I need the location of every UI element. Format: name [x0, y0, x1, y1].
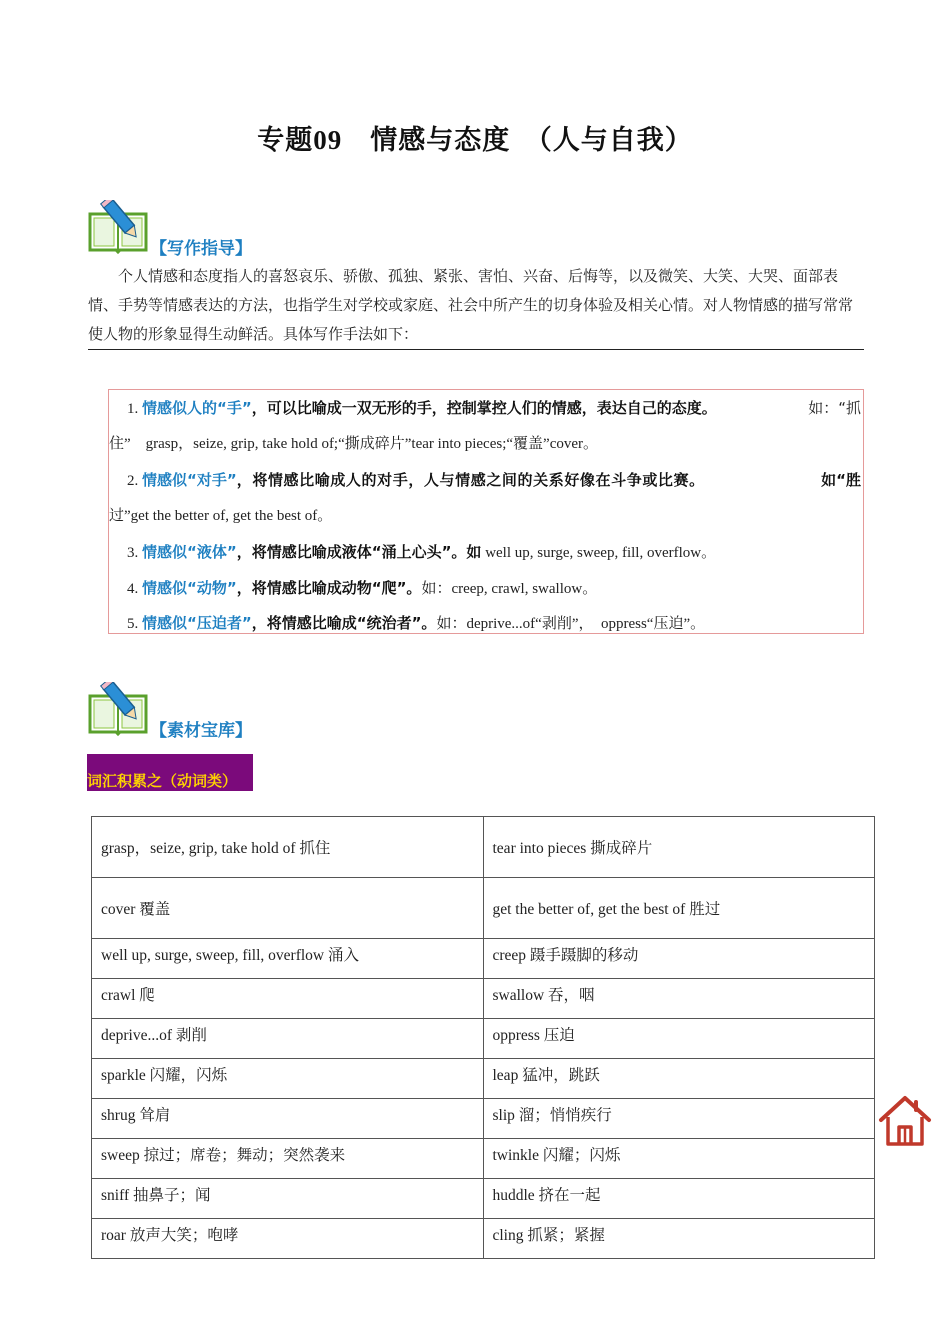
method-item [109, 570, 865, 607]
table-row [92, 1179, 875, 1219]
table-row [92, 1139, 875, 1179]
method-number: 1. [127, 401, 142, 417]
method-description: ，可以比喻成一双无形的手，控制掌控人们的情感，表达自己的态度。 [251, 399, 717, 417]
method-example: 如：deprive...of“剥削”， oppress“压迫”。 [436, 616, 706, 632]
table-row [92, 939, 875, 979]
vocab-cell-left: sniff 抽鼻子；闻 [92, 1179, 484, 1219]
vocab-cell-right: get the better of, get the best of 胜过 [483, 878, 875, 939]
method-item [109, 534, 865, 571]
vocab-cell-left: grasp，seize, grip, take hold of 抓住 [92, 817, 484, 878]
vocab-category-tag [87, 754, 253, 791]
vocab-cell-left: roar 放声大笑；咆哮 [92, 1219, 484, 1259]
page-title: 专题09 情感与态度 （人与自我） [257, 125, 693, 155]
vocab-cell-right: tear into pieces 撕成碎片 [483, 817, 875, 878]
vocab-cell-left: deprive...of 剥削 [92, 1019, 484, 1059]
table-row [92, 878, 875, 939]
vocab-cell-right: cling 抓紧；紧握 [483, 1219, 875, 1259]
method-example: 如“胜 [821, 471, 861, 489]
method-item [109, 390, 865, 427]
method-heading: 情感似人的“手” [142, 399, 252, 417]
method-heading: 情感似“液体” [142, 543, 237, 561]
vocab-cell-right: slip 溜；悄悄疾行 [483, 1099, 875, 1139]
method-description: ，将情感比喻成液体“涌上心头”。如 [236, 543, 482, 561]
method-item [109, 606, 865, 641]
method-description: ，将情感比喻成人的对手，人与情感之间的关系好像在斗争或比赛。 [236, 471, 705, 489]
method-heading: 情感似“动物” [142, 579, 237, 597]
method-description: ，将情感比喻成“统治者”。 [251, 614, 437, 632]
method-number: 3. [127, 545, 142, 561]
vocab-cell-left: shrug 耸肩 [92, 1099, 484, 1139]
vocab-cell-right: huddle 挤在一起 [483, 1179, 875, 1219]
method-number: 5. [127, 616, 142, 632]
vocab-cell-right: creep 蹑手蹑脚的移动 [483, 939, 875, 979]
vocab-table [91, 816, 875, 1259]
method-example-line: 住” grasp，seize, grip, take hold of;“撕成碎片”tear into pieces;“覆盖”cover。 [109, 436, 599, 452]
vocab-cell-left: sparkle 闪耀，闪烁 [92, 1059, 484, 1099]
section-header-material-bank [86, 682, 386, 742]
vocab-cell-right: swallow 吞，咽 [483, 979, 875, 1019]
method-heading: 情感似“压迫者” [142, 614, 252, 632]
vocab-category-label: 词汇积累之（动词类） [87, 772, 238, 790]
method-example: 如：“抓 [808, 399, 861, 417]
vocab-cell-right: oppress 压迫 [483, 1019, 875, 1059]
vocab-cell-right: leap 猛冲，跳跃 [483, 1059, 875, 1099]
table-row [92, 979, 875, 1019]
method-number: 4. [127, 581, 142, 597]
table-row [92, 1219, 875, 1259]
vocab-cell-left: sweep 掠过；席卷；舞动；突然袭来 [92, 1139, 484, 1179]
method-heading: 情感似“对手” [142, 471, 237, 489]
book-pencil-icon [86, 200, 150, 256]
method-example: 如：creep, crawl, swallow。 [421, 581, 598, 597]
table-row [92, 1019, 875, 1059]
vocab-cell-left: crawl 爬 [92, 979, 484, 1019]
method-example-line: 过”get the better of, get the best of。 [109, 508, 333, 524]
section-label: 【素材宝库】 [150, 721, 252, 741]
section-label: 【写作指导】 [150, 239, 252, 259]
table-row [92, 817, 875, 878]
method-example: well up, surge, sweep, fill, overflow。 [481, 545, 717, 561]
vocab-cell-right: twinkle 闪耀；闪烁 [483, 1139, 875, 1179]
method-item [109, 462, 865, 499]
section-header-writing-guide [86, 200, 386, 260]
writing-methods-box [108, 389, 864, 634]
method-number: 2. [127, 473, 142, 489]
table-row [92, 1059, 875, 1099]
method-description: ，将情感比喻成动物“爬”。 [236, 579, 422, 597]
vocab-cell-left: well up, surge, sweep, fill, overflow 涌入 [92, 939, 484, 979]
book-pencil-icon [86, 682, 150, 738]
home-icon[interactable] [876, 1094, 934, 1148]
vocab-cell-left: cover 覆盖 [92, 878, 484, 939]
intro-paragraph: 个人情感和态度指人的喜怒哀乐、骄傲、孤独、紧张、害怕、兴奋、后悔等，以及微笑、大笑、大哭、面部表情、手势等情感表达的方法，也指学生对学校或家庭、社会中所产生的切身体验及相关心情。对人物情感的描写常常使人物的形象显得生动鲜活。具体写作手法如下： [88, 262, 864, 350]
table-row [92, 1099, 875, 1139]
